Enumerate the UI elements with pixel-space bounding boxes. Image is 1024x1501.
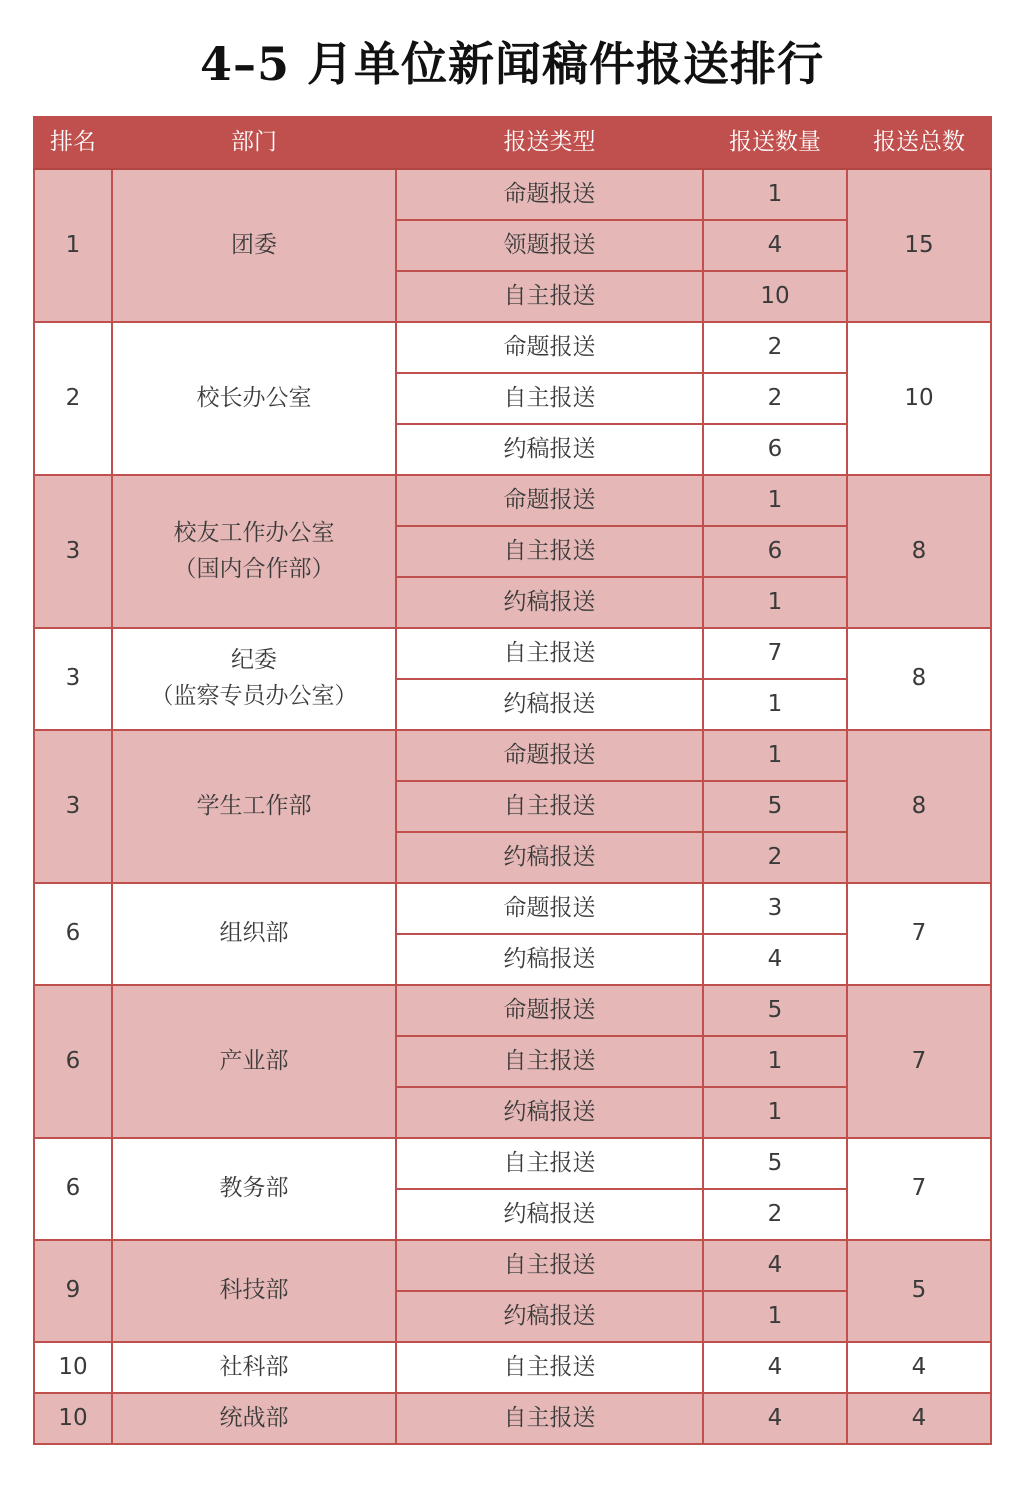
department-name-line: 学生工作部 xyxy=(196,792,312,819)
table-row xyxy=(34,169,991,220)
department-cell xyxy=(112,1138,396,1240)
submission-type-cell: 命题报送 xyxy=(396,322,703,373)
department-name-line: 校友工作办公室 xyxy=(173,519,335,546)
table-row xyxy=(34,322,991,373)
department-name-line: 社科部 xyxy=(219,1353,289,1380)
submission-total-cell: 4 xyxy=(847,1393,991,1444)
submission-type-cell: 自主报送 xyxy=(396,781,703,832)
department-cell xyxy=(112,475,396,628)
department-name-line: 统战部 xyxy=(219,1404,289,1431)
submission-type-cell: 约稿报送 xyxy=(396,1291,703,1342)
submission-type-cell: 约稿报送 xyxy=(396,1189,703,1240)
submission-type-cell: 命题报送 xyxy=(396,985,703,1036)
rank-cell: 6 xyxy=(34,883,112,985)
submission-total-cell: 8 xyxy=(847,628,991,730)
submission-count-cell: 4 xyxy=(703,220,847,271)
submission-type-cell: 命题报送 xyxy=(396,730,703,781)
submission-type-cell: 约稿报送 xyxy=(396,424,703,475)
submission-total-cell: 8 xyxy=(847,730,991,883)
submission-type-cell: 自主报送 xyxy=(396,526,703,577)
submission-count-cell: 6 xyxy=(703,424,847,475)
department-cell xyxy=(112,985,396,1138)
submission-count-cell: 1 xyxy=(703,577,847,628)
table-body xyxy=(34,169,991,1444)
submission-total-cell: 7 xyxy=(847,1138,991,1240)
submission-count-cell: 2 xyxy=(703,322,847,373)
header-department: 部门 xyxy=(112,117,396,169)
rank-cell: 1 xyxy=(34,169,112,322)
submission-count-cell: 7 xyxy=(703,628,847,679)
submission-total-cell: 7 xyxy=(847,883,991,985)
submission-type-cell: 自主报送 xyxy=(396,1240,703,1291)
table-row xyxy=(34,730,991,781)
submission-total-cell: 4 xyxy=(847,1342,991,1393)
submission-type-cell: 约稿报送 xyxy=(396,832,703,883)
rank-cell: 10 xyxy=(34,1342,112,1393)
department-cell xyxy=(112,1393,396,1444)
submission-count-cell: 5 xyxy=(703,985,847,1036)
submission-total-cell: 15 xyxy=(847,169,991,322)
department-name-line: 组织部 xyxy=(219,920,289,947)
submission-count-cell: 1 xyxy=(703,1291,847,1342)
header-row xyxy=(34,117,991,169)
submission-count-cell: 1 xyxy=(703,475,847,526)
department-name-line: （监察专员办公室） xyxy=(150,683,358,709)
submission-count-cell: 2 xyxy=(703,1189,847,1240)
department-name-line: 校长办公室 xyxy=(196,384,312,411)
table-header xyxy=(34,117,991,169)
table-row xyxy=(34,883,991,934)
submission-count-cell: 1 xyxy=(703,679,847,730)
submission-count-cell: 1 xyxy=(703,169,847,220)
table-row xyxy=(34,985,991,1036)
submission-total-cell: 8 xyxy=(847,475,991,628)
submission-count-cell: 5 xyxy=(703,781,847,832)
rank-cell: 3 xyxy=(34,628,112,730)
submission-type-cell: 自主报送 xyxy=(396,1393,703,1444)
department-cell xyxy=(112,628,396,730)
submission-count-cell: 2 xyxy=(703,832,847,883)
submission-count-cell: 4 xyxy=(703,1342,847,1393)
table-row xyxy=(34,1342,991,1393)
department-cell xyxy=(112,169,396,322)
submission-type-cell: 自主报送 xyxy=(396,628,703,679)
submission-type-cell: 约稿报送 xyxy=(396,679,703,730)
submission-count-cell: 1 xyxy=(703,1087,847,1138)
table-row xyxy=(34,1240,991,1291)
ranking-table xyxy=(33,116,992,1445)
submission-count-cell: 4 xyxy=(703,1240,847,1291)
table-row xyxy=(34,628,991,679)
rank-cell: 3 xyxy=(34,730,112,883)
header-submission-total: 报送总数 xyxy=(847,117,991,169)
submission-type-cell: 自主报送 xyxy=(396,271,703,322)
rank-cell: 2 xyxy=(34,322,112,475)
department-name-line: 教务部 xyxy=(219,1175,289,1202)
department-name-line: （国内合作部） xyxy=(173,555,335,582)
submission-total-cell: 7 xyxy=(847,985,991,1138)
table-row xyxy=(34,1393,991,1444)
submission-type-cell: 约稿报送 xyxy=(396,577,703,628)
submission-count-cell: 5 xyxy=(703,1138,847,1189)
rank-cell: 3 xyxy=(34,475,112,628)
department-name-line: 团委 xyxy=(231,231,277,258)
submission-type-cell: 自主报送 xyxy=(396,1036,703,1087)
submission-type-cell: 领题报送 xyxy=(396,220,703,271)
department-name-line: 纪委 xyxy=(231,647,277,674)
submission-type-cell: 约稿报送 xyxy=(396,934,703,985)
department-cell xyxy=(112,883,396,985)
submission-type-cell: 自主报送 xyxy=(396,1342,703,1393)
submission-count-cell: 2 xyxy=(703,373,847,424)
submission-total-cell: 10 xyxy=(847,322,991,475)
department-name-line: 产业部 xyxy=(219,1047,289,1074)
submission-count-cell: 10 xyxy=(703,271,847,322)
submission-count-cell: 1 xyxy=(703,1036,847,1087)
submission-type-cell: 命题报送 xyxy=(396,475,703,526)
department-cell xyxy=(112,1342,396,1393)
department-cell xyxy=(112,1240,396,1342)
rank-cell: 10 xyxy=(34,1393,112,1444)
department-name-line: 科技部 xyxy=(219,1277,289,1304)
submission-type-cell: 约稿报送 xyxy=(396,1087,703,1138)
department-cell xyxy=(112,322,396,475)
department-cell xyxy=(112,730,396,883)
submission-type-cell: 命题报送 xyxy=(396,169,703,220)
rank-cell: 6 xyxy=(34,985,112,1138)
table-row xyxy=(34,475,991,526)
submission-count-cell: 1 xyxy=(703,730,847,781)
rank-cell: 9 xyxy=(34,1240,112,1342)
submission-type-cell: 自主报送 xyxy=(396,1138,703,1189)
header-submission-count: 报送数量 xyxy=(703,117,847,169)
rank-cell: 6 xyxy=(34,1138,112,1240)
table-row xyxy=(34,1138,991,1189)
header-rank: 排名 xyxy=(34,117,112,169)
submission-total-cell: 5 xyxy=(847,1240,991,1342)
submission-type-cell: 自主报送 xyxy=(396,373,703,424)
submission-count-cell: 6 xyxy=(703,526,847,577)
submission-count-cell: 4 xyxy=(703,934,847,985)
submission-count-cell: 4 xyxy=(703,1393,847,1444)
page-title: 4–5 月单位新闻稿件报送排行 xyxy=(199,37,825,91)
header-submission-type: 报送类型 xyxy=(396,117,703,169)
submission-type-cell: 命题报送 xyxy=(396,883,703,934)
submission-count-cell: 3 xyxy=(703,883,847,934)
